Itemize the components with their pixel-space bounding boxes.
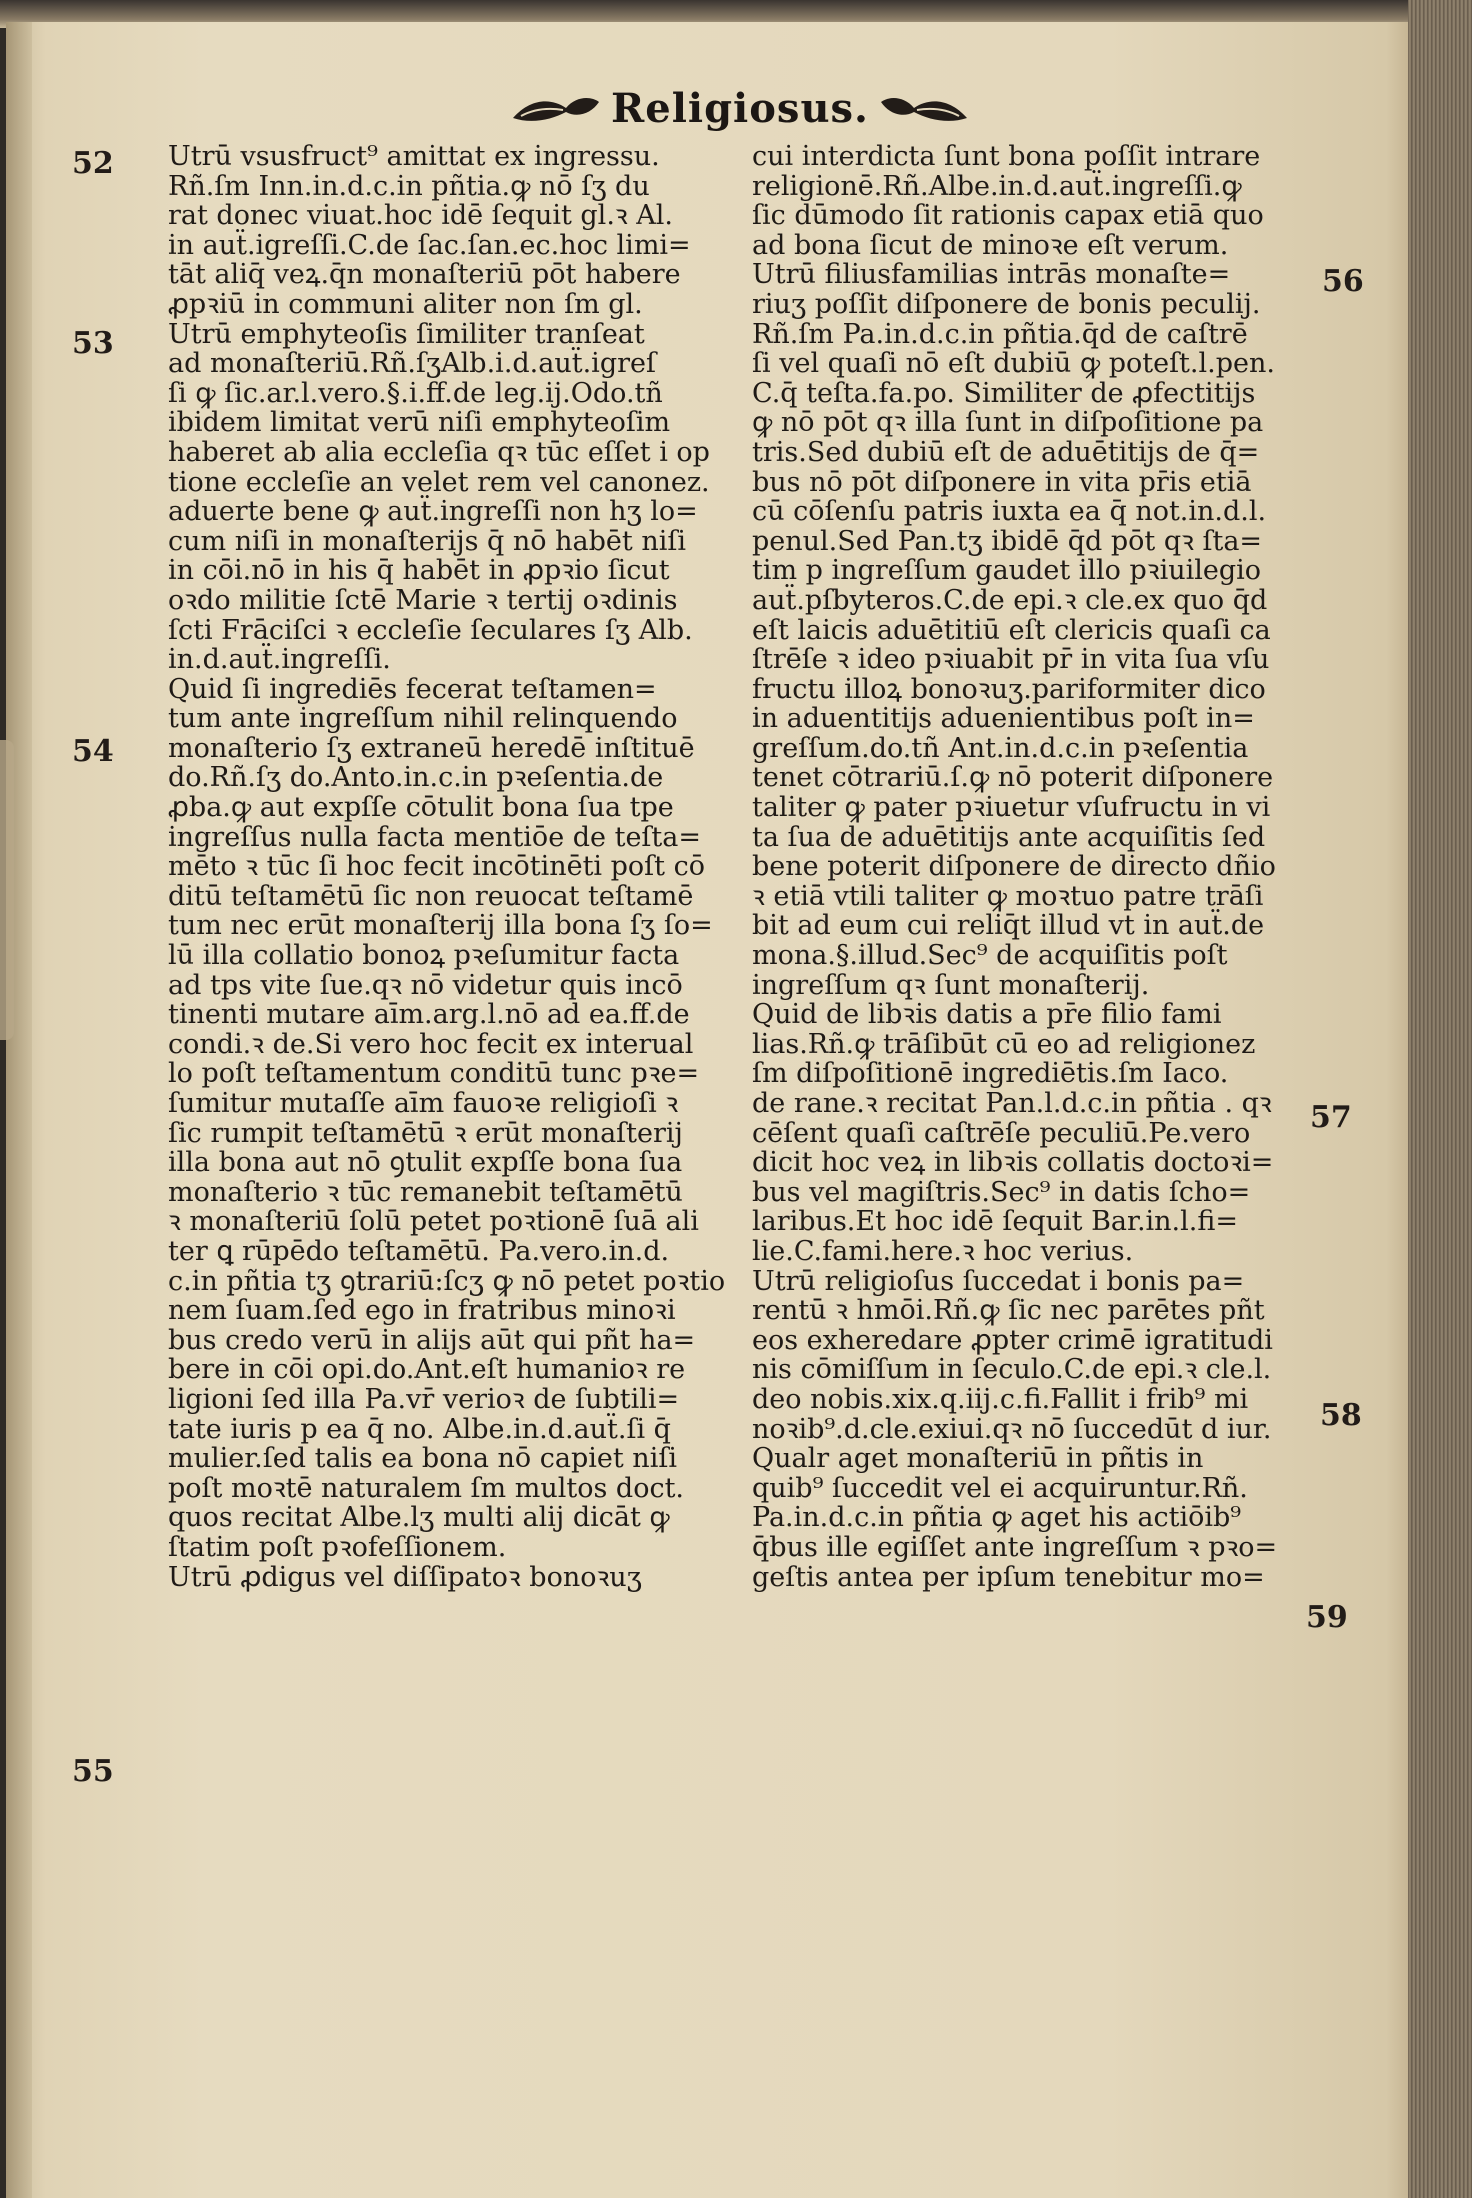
text-line: ſtrēſe ꝛ ideo pꝛiuabit pr̄ in vita ſua vſu <box>752 644 1270 676</box>
text-line: bene poterit diſponere de directo dñio <box>752 851 1276 883</box>
text-line: oꝛdo militie ſctē Marie ꝛ tertij oꝛdinis <box>168 584 678 616</box>
text-line: riuʒ poſſit diſponere de bonis peculij. <box>752 288 1261 320</box>
text-line: ingreſſus nulla facta mentiōe de teſta= <box>168 821 701 853</box>
text-line: lias.Rñ.ꝙ trāſibūt cū eo ad religionez <box>752 1028 1256 1060</box>
text-line: laribus.Et hoc idē ſequit Bar.in.l.fi= <box>752 1206 1238 1238</box>
text-line: illa bona aut nō ꝯtulit expſſe bona ſua <box>168 1147 683 1179</box>
text-line: deo nobis.xix.q.iij.c.fi.Fallit i frib⁹ mi <box>752 1383 1249 1415</box>
text-line: lo poſt teſtamentum conditū tunc pꝛe= <box>168 1058 700 1090</box>
text-line: bus credo verū in alijs aūt qui pñt ha= <box>168 1324 696 1356</box>
page-tab-marker <box>0 740 14 1040</box>
text-line: mona.§.illud.Sec⁹ de acquiſitis poſt <box>752 940 1228 972</box>
text-line: ſic rumpit teſtamētū ꝛ erūt monaſterij <box>168 1117 683 1149</box>
margin-number: 54 <box>72 734 114 769</box>
text-line: aduerte bene ꝙ auẗ.ingreſſi non hʒ lo= <box>168 496 698 528</box>
book-page-edges <box>1408 0 1472 2198</box>
text-line: Pa.in.d.c.in pñtia ꝙ aget his actiōib⁹ <box>752 1502 1242 1534</box>
text-line: condi.ꝛ de.Si vero hoc fecit ex interual <box>168 1028 694 1060</box>
text-line: bere in cōi opi.do.Ant.eſt humanioꝛ re <box>168 1354 686 1386</box>
text-line: Utrū ꝓdigus vel diſſipatoꝛ bonoꝛuʒ <box>168 1561 642 1593</box>
margin-number: 52 <box>72 146 114 181</box>
text-line: eſt laicis aduētitiū eſt clericis quaſi ca <box>752 614 1271 646</box>
text-line: quib⁹ ſuccedit vel ei acquiruntur.Rñ. <box>752 1472 1248 1504</box>
text-line: greſſum.do.tñ Ant.in.d.c.in pꝛeſentia <box>752 732 1249 764</box>
page-binding-shadow <box>6 22 32 2198</box>
text-line: ſumitur mutaſſe aīm fauoꝛe religioſi ꝛ <box>168 1088 679 1119</box>
text-line: tinenti mutare aīm.arg.l.nō ad ea.ff.de <box>168 999 690 1031</box>
text-line: ad monaſteriū.Rñ.ſʒAlb.i.d.auẗ.igreſ <box>168 348 656 380</box>
text-line: do.Rñ.ſʒ do.Anto.in.c.in pꝛeſentia.de <box>168 762 664 794</box>
text-line: ſic dūmodo ſit rationis capax etiā quo <box>752 200 1264 232</box>
text-line: taliter ꝙ pater pꝛiuetur vſufructu in vi <box>752 792 1271 824</box>
text-line: tris.Sed dubiū eſt de aduētitijs de q̄= <box>752 436 1260 468</box>
text-line: ingreſſum qꝛ ſunt monaſterij. <box>752 969 1150 1001</box>
text-line: ad tps vite ſue.qꝛ nō videtur quis incō <box>168 969 683 1001</box>
text-line: ſi vel quaſi nō eſt dubiū ꝙ poteſt.l.pen. <box>752 348 1275 380</box>
text-line: mēto ꝛ tūc ſi hoc fecit incōtinēti poſt cō <box>168 851 705 883</box>
text-line: ſi ꝙ ſic.ar.l.vero.§.i.ff.de leg.ij.Odo.tñ <box>168 377 663 409</box>
text-line: geſtis antea per ipſum tenebitur mo= <box>752 1561 1265 1593</box>
text-line: tate iuris p ea q̄ no. Albe.in.d.auẗ.ſi q̄ <box>168 1413 671 1445</box>
text-line: in aduentitijs aduenientibus poſt in= <box>752 703 1255 735</box>
text-line: eos exheredare ꝓpter crimē igratitudi <box>752 1324 1273 1356</box>
text-line: rentū ꝛ hmōi.Rñ.ꝙ ſic nec parētes pñt <box>752 1295 1265 1327</box>
text-line: in auẗ.igreſſi.C.de ſac.ſan.ec.hoc limi= <box>168 229 691 261</box>
text-line: ditū teſtamētū ſic non reuocat teſtamē <box>168 880 694 912</box>
text-line: cui interdicta ſunt bona poſſit intrare <box>752 141 1261 172</box>
text-line: monaſterio ſʒ extraneū heredē inſtituē <box>168 732 695 764</box>
text-line: tum ante ingreſſum nihil relinquendo <box>168 703 678 735</box>
text-line: q̄bus ille egiſſet ante ingreſſum ꝛ pꝛo= <box>752 1531 1278 1563</box>
text-line: ſm diſpoſitionē ingrediētis.ſm Iaco. <box>752 1058 1229 1090</box>
text-line: in cōi.nō in his q̄ habēt in ꝓpꝛio ſicut <box>168 555 670 587</box>
text-line: ꝓpꝛiū in communi aliter non ſm gl. <box>168 288 643 320</box>
text-line: tenet cōtrariū.ſ.ꝙ nō poterit diſponere <box>752 762 1274 794</box>
text-line: haberet ab alia eccleſia qꝛ tūc eſſet i op <box>168 436 710 468</box>
text-line: de rane.ꝛ recitat Pan.l.d.c.in pñtia . qꝛ <box>752 1088 1272 1119</box>
text-line: Quid de libꝛis datis a pr̄e filio fami <box>752 999 1222 1031</box>
text-line: bus nō pōt diſponere in vita pr̄is etiā <box>752 466 1252 498</box>
text-line: Quid ſi ingrediēs fecerat teſtamen= <box>168 673 657 705</box>
text-line: nem ſuam.ſed ego in fratribus minoꝛi <box>168 1295 676 1327</box>
text-line: ad bona ſicut de minoꝛe eſt verum. <box>752 229 1229 261</box>
text-line: Utrū religioſus ſuccedat i bonis pa= <box>752 1265 1245 1297</box>
text-line: Rñ.ſm Pa.in.d.c.in pñtia.q̄d de caſtrē <box>752 318 1248 350</box>
text-line: dicit hoc veꝝ in libꝛis collatis doctoꝛi= <box>752 1147 1274 1179</box>
text-line: Rñ.ſm Inn.in.d.c.in pñtia.ꝙ nō ſʒ du <box>168 170 650 202</box>
text-line: cum niſi in monaſterijs q̄ nō habēt niſi <box>168 525 686 557</box>
text-line: lū illa collatio bonoꝝ pꝛeſumitur facta <box>168 940 680 972</box>
text-line: penul.Sed Pan.tʒ ibidē q̄d pōt qꝛ ſta= <box>752 525 1263 557</box>
text-line: c.in pñtia tʒ ꝯtrariū:ſcʒ ꝙ nō petet poꝛtio <box>168 1265 726 1297</box>
text-line: ligioni ſed illa Pa.vr̄ verioꝛ de ſubtili= <box>168 1383 680 1415</box>
left-text-column <box>168 142 725 1592</box>
text-line: quos recitat Albe.lʒ multi alij dicāt ꝙ <box>168 1502 670 1534</box>
text-line: poſt moꝛtē naturalem ſm multos doct. <box>168 1472 685 1504</box>
margin-number: 58 <box>1320 1398 1362 1433</box>
text-line: auẗ.pſbyteros.C.de epi.ꝛ cle.ex quo q̄d <box>752 584 1268 616</box>
text-line: ꝛ monaſteriū ſolū petet poꝛtionē ſuā ali <box>168 1206 699 1238</box>
text-line: ta ſua de aduētitijs ante acquiſitis ſed <box>752 821 1266 853</box>
leaf-ornament-right-icon <box>879 88 969 128</box>
text-line: ſtatim poſt pꝛofeſſionem. <box>168 1531 507 1563</box>
margin-number: 55 <box>72 1754 114 1789</box>
text-line: lie.C.fami.here.ꝛ hoc verius. <box>752 1235 1134 1267</box>
text-line: nis cōmiſſum in ſeculo.C.de epi.ꝛ cle.l. <box>752 1354 1272 1386</box>
text-line: tāt aliq̄ veꝝ.q̄n monaſteriū pōt habere <box>168 259 681 291</box>
text-line: bus vel magiſtris.Sec⁹ in datis ſcho= <box>752 1176 1251 1208</box>
text-line: Utrū vsusfruct⁹ amittat ex ingressu. <box>168 141 660 172</box>
leaf-ornament-left-icon <box>511 88 601 128</box>
text-line: noꝛib⁹.d.cle.exiui.qꝛ nō ſuccedūt d iur. <box>752 1413 1272 1445</box>
text-line: Utrū emphyteoſis ſimiliter tranſeat <box>168 318 645 350</box>
text-line: ter ꝗ rūpēdo teſtamētū. Pa.vero.in.d. <box>168 1235 670 1267</box>
text-line: ꝓba.ꝙ aut expſſe cōtulit bona ſua tpe <box>168 792 674 824</box>
text-line: tim p ingreſſum gaudet illo pꝛiuilegio <box>752 555 1262 587</box>
text-line: fructu illoꝝ bonoꝛuʒ.pariformiter dico <box>752 673 1266 705</box>
text-line: C.q̄ teſta.fa.po. Similiter de ꝓfectitijs <box>752 377 1256 409</box>
text-line: cū cōſenſu patris iuxta ea q̄ not.in.d.l. <box>752 496 1267 528</box>
text-line: ibidem limitat verū niſi emphyteoſim <box>168 407 671 439</box>
text-line: cēſent quaſi caſtrēſe peculiū.Pe.vero <box>752 1117 1251 1149</box>
text-line: ꝙ nō pōt qꝛ illa ſunt in diſpoſitione pa <box>752 407 1264 439</box>
text-line: Qualr aget monaſteriū in pñtis in <box>752 1443 1204 1475</box>
text-line: monaſterio ꝛ tūc remanebit teſtamētū <box>168 1176 683 1208</box>
page-title: Religiosus. <box>611 84 869 132</box>
margin-number: 57 <box>1310 1100 1352 1135</box>
margin-number: 56 <box>1322 264 1364 299</box>
text-line: tum nec erūt monaſterij illa bona ſʒ ſo= <box>168 910 713 942</box>
text-line: ꝛ etiā vtili taliter ꝙ moꝛtuo patre trāſi <box>752 880 1264 912</box>
text-line: bit ad eum cui reliq̄t illud vt in auẗ.de <box>752 910 1265 942</box>
margin-number: 59 <box>1306 1600 1348 1635</box>
text-line: in.d.auẗ.ingreſſi. <box>168 644 391 676</box>
margin-number: 53 <box>72 326 114 361</box>
right-text-column <box>752 142 1277 1592</box>
running-header <box>470 78 1010 138</box>
text-line: ſcti Frāciſci ꝛ eccleſie ſeculares ſʒ Alb. <box>168 614 693 646</box>
text-line: religionē.Rñ.Albe.in.d.auẗ.ingreſſi.ꝙ <box>752 170 1242 202</box>
text-line: tione eccleſie an velet rem vel canonez. <box>168 466 710 498</box>
text-line: Utrū filiusfamilias intrās monaſte= <box>752 259 1231 291</box>
text-line: mulier.ſed talis ea bona nō capiet niſi <box>168 1443 677 1475</box>
text-line: rat donec viuat.hoc idē ſequit gl.ꝛ Al. <box>168 200 673 232</box>
